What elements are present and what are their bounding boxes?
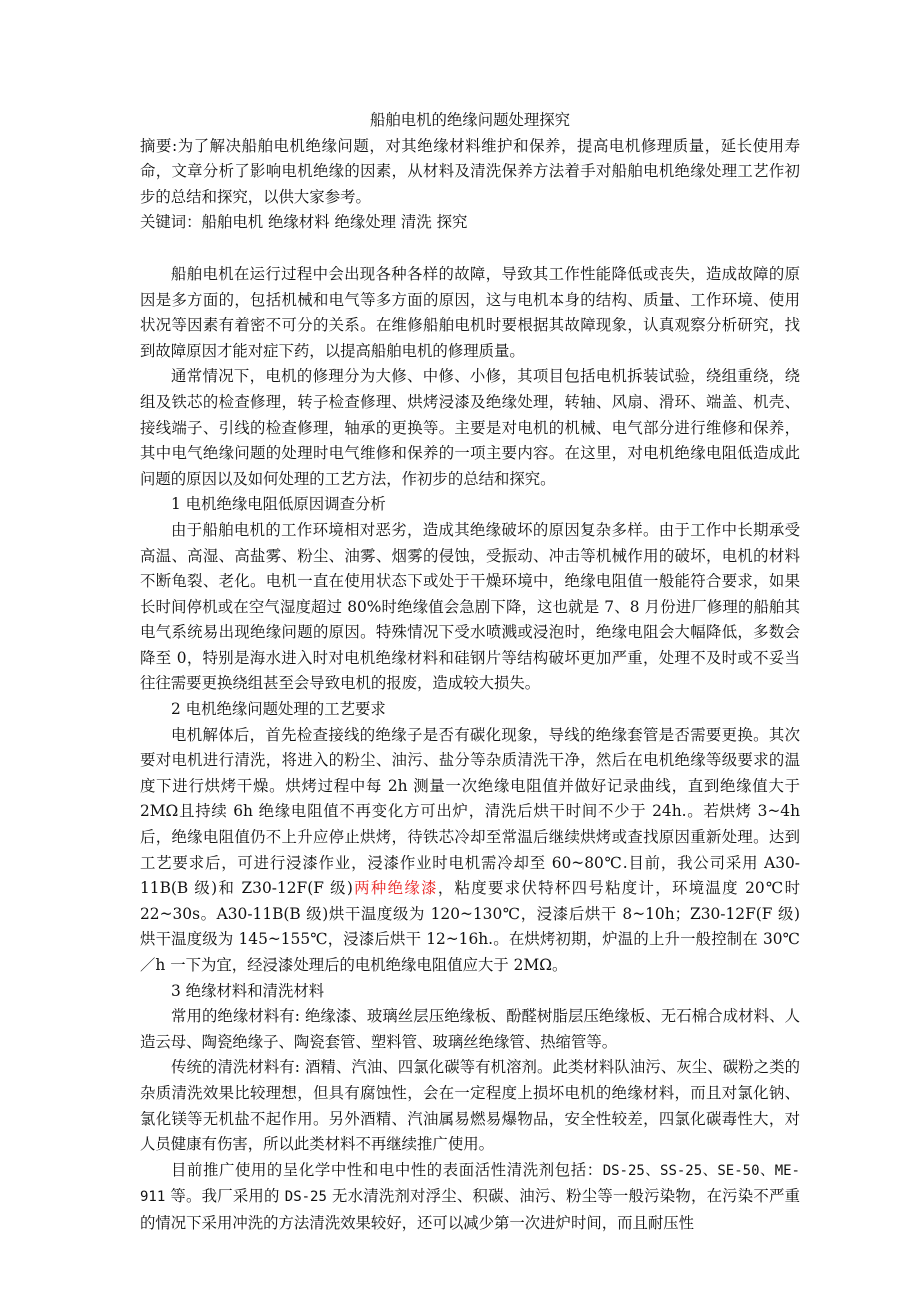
highlighted-text: 两种绝缘漆	[352, 879, 438, 898]
intro-paragraph-1: 船舶电机在运行过程中会出现各种各样的故障，导致其工作性能降低或丧失，造成故障的原因是多方面的，包括机械和电气等多方面的原因，这与电机本身的结构、质量、工作环境、使用状况等因素有着密不可分的关系。在维修船舶电机时要根据其故障现象，认真观察分析研究，找到故障原因才能对症下药，以提高船舶电机的修理质量。	[140, 264, 800, 360]
spacer	[140, 236, 800, 262]
keywords: 关键词：船舶电机 绝缘材料 绝缘处理 清洗 探究	[140, 213, 468, 232]
product-code-ds25: DS-25	[284, 1189, 327, 1206]
product-codes: DS-25、SS-25、SE-50、ME-911	[140, 1162, 800, 1206]
section-3-text-a: 目前推广使用的呈化学中性和电中性的表面活性清洗剂包括：	[171, 1160, 603, 1179]
section-3-paragraph-1: 常用的绝缘材料有: 绝缘漆、玻璃丝层压绝缘板、酚醛树脂层压绝缘板、无石棉合成材料、人造云母、陶瓷绝缘子、陶瓷套管、塑料管、玻璃丝绝缘管、热缩管等。	[140, 1007, 800, 1051]
section-1-heading: 1 电机绝缘电阻低原因调查分析	[171, 495, 386, 514]
intro-paragraph-2: 通常情况下，电机的修理分为大修、中修、小修，其项目包括电机拆装试验，绕组重绕，绕组及铁芯的检查修理，转子检查修理、烘烤浸漆及绝缘处理，转轴、风扇、滑环、端盖、机壳、接线端子、引线的检查修理，轴承的更换等。主要是对电机的机械、电气部分进行维修和保养，其中电气绝缘问题的处理时电气维修和保养的一项主要内容。在这里，对电机绝缘电阻低造成此问题的原因以及如何处理的工艺方法，作初步的总结和探究。	[140, 367, 800, 488]
section-2-paragraph	[140, 723, 800, 979]
section-2-text-b: ，粘度要求伏特杯四号粘度计，环境温度 20℃时 22~30s。A30-11B(B 级)烘干温度级为 120~130℃，浸漆后烘干 8~10h；Z30-12F(F 级) 烘干温度级为 145~155℃，浸漆后烘干 12~16h.。在烘烤初期，炉温的上升一般控制在 30℃／h 一下为宜，经浸漆处理后的电机绝缘电阻值应大于 2MΩ。	[140, 879, 800, 974]
section-3-paragraph-3	[140, 1158, 800, 1237]
section-2-heading: 2 电机绝缘问题处理的工艺要求	[171, 700, 386, 719]
section-3-text-b: 等。我厂采用的	[165, 1187, 285, 1206]
document-page	[140, 108, 800, 1237]
abstract-text: 为了解决船舶电机绝缘问题，对其绝缘材料维护和保养，提高电机修理质量，延长使用寿命，文章分析了影响电机绝缘的因素，从材料及清洗保养方法着手对船舶电机绝缘处理工艺作初步的总结和探究，以供大家参考。	[140, 136, 800, 206]
section-3-text-c: 无水清洗剂对浮尘、积碳、油污、粉尘等一般污染物，在污染不严重的情况下采用冲洗的方法清洗效果较好，还可以减少第一次进炉时间，而且耐压性	[140, 1187, 800, 1232]
section-1-paragraph: 由于船舶电机的工作环境相对恶劣，造成其绝缘破坏的原因复杂多样。由于工作中长期承受高温、高湿、高盐雾、粉尘、油雾、烟雾的侵蚀，受振动、冲击等机械作用的破坏，电机的材料不断龟裂、老化。电机一直在使用状态下或处于干燥环境中，绝缘电阻值一般能符合要求，如果长时间停机或在空气湿度超过 80%时绝缘值会急剧下降，这也就是 7、8 月份进厂修理的船舶其电气系统易出现绝缘问题的原因。特殊情况下受水喷溅或浸泡时，绝缘电阻会大幅降低，多数会降至 0，特别是海水进入时对电机绝缘材料和硅钢片等结构破坏更加严重，处理不及时或不妥当往往需要更换绕组甚至会导致电机的报废，造成较大损失。	[140, 520, 800, 693]
section-2-text-a: 电机解体后，首先检查接线的绝缘子是否有碳化现象，导线的绝缘套管是否需要更换。其次要对电机进行清洗，将进入的粉尘、油污、盐分等杂质清洗干净，然后在电机绝缘等级要求的温度下进行烘烤干燥。烘烤过程中每 2h 测量一次绝缘电阻值并做好记录曲线，直到绝缘值大于 2MΩ且持续 6h 绝缘电阻值不再变化方可出炉，清洗后烘干时间不少于 24h.。若烘烤 3~4h 后，绝缘电阻值仍不上升应停止烘烤，待铁芯冷却至常温后继续烘烤或查找原因重新处理。达到工艺要求后，可进行浸漆作业，浸漆作业时电机需冷却至 60~80℃.目前，我公司采用 A30-11B(B 级)和 Z30-12F(F 级)	[140, 725, 800, 898]
section-3-paragraph-2: 传统的清洗材料有: 酒精、汽油、四氯化碳等有机溶剂。此类材料队油污、灰尘、碳粉之类的杂质清洗效果比较理想，但具有腐蚀性，会在一定程度上损坏电机的绝缘材料，而且对氯化钠、氯化镁等无机盐不起作用。另外酒精、汽油属易燃易爆物品，安全性较差，四氯化碳毒性大，对人员健康有伤害，所以此类材料不再继续推广使用。	[140, 1058, 800, 1154]
abstract	[140, 134, 800, 211]
section-3-heading: 3 绝缘材料和清洗材料	[171, 981, 325, 1000]
abstract-label: 摘要:	[140, 136, 178, 155]
document-title: 船舶电机的绝缘问题处理探究	[369, 111, 571, 129]
